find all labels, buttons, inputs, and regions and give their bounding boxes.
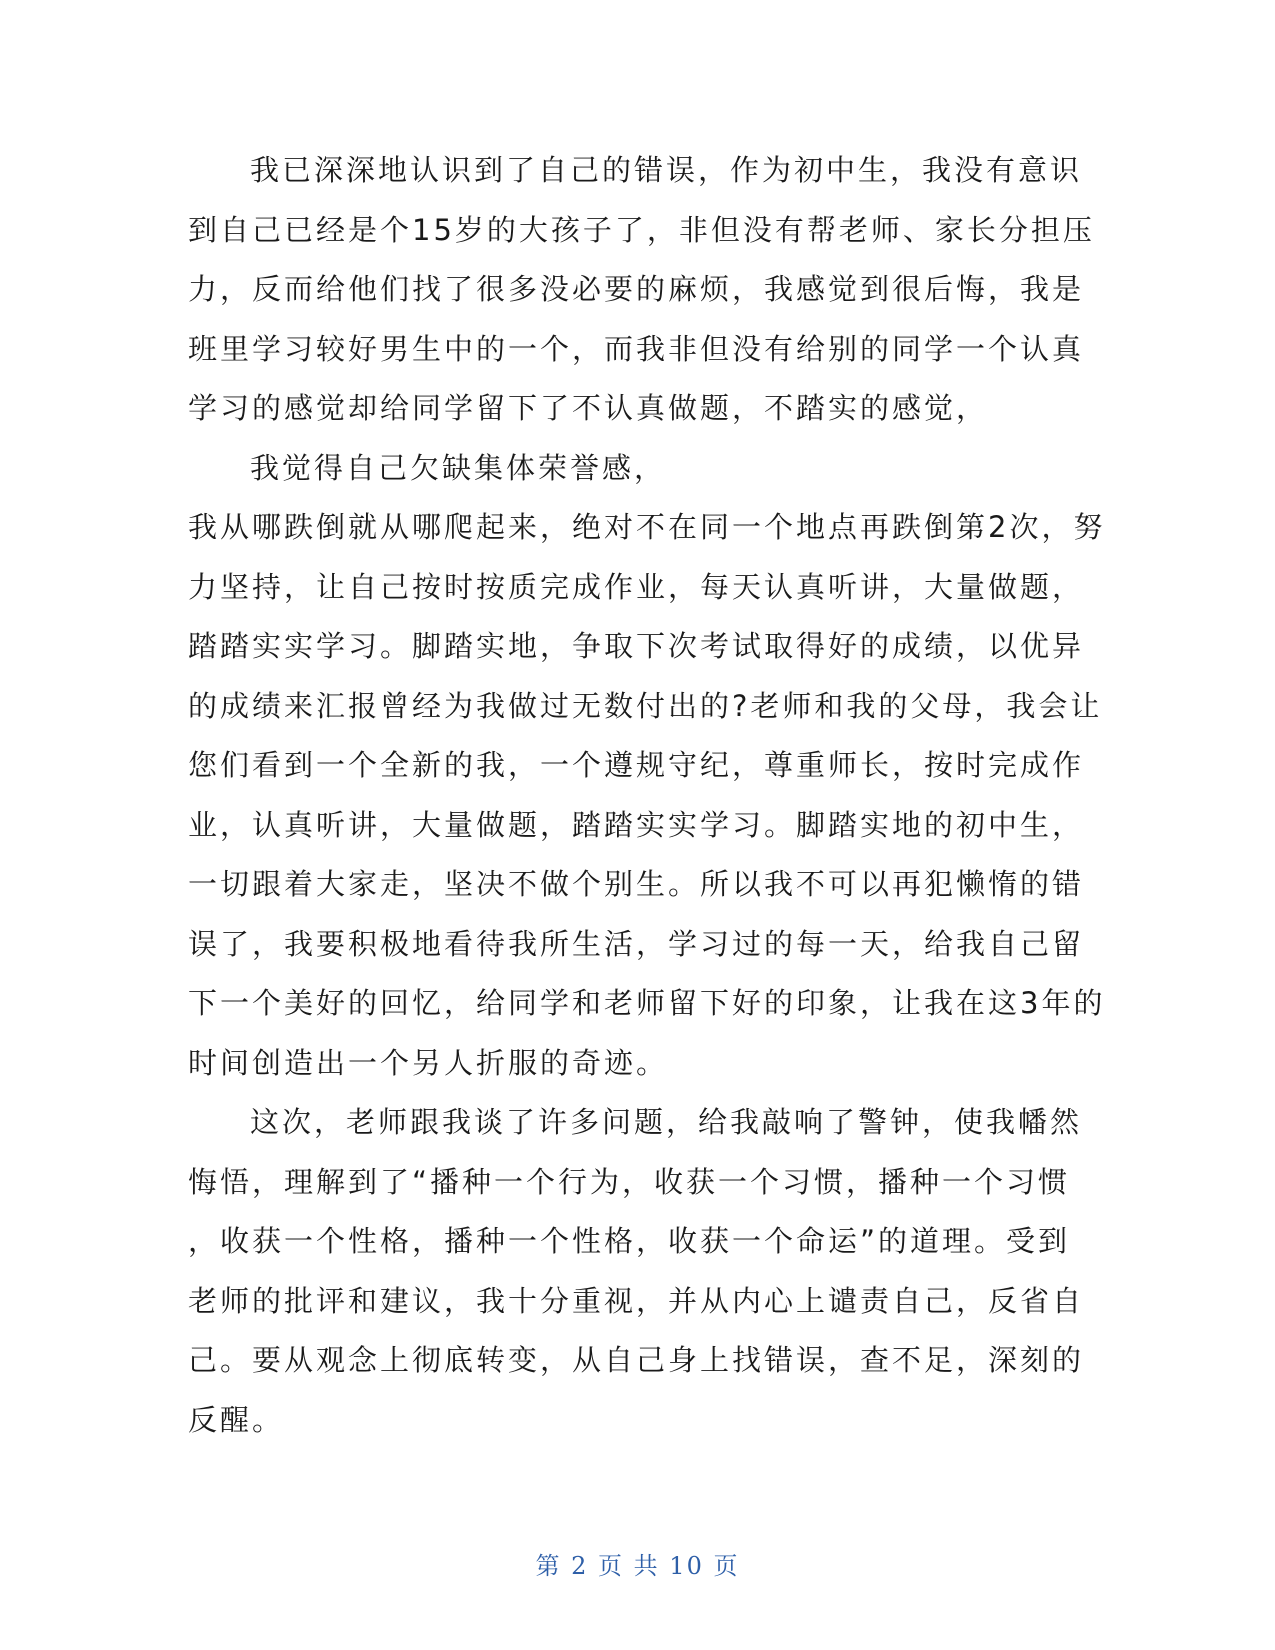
text-line: 我已深深地认识到了自己的错误，作为初中生，我没有意识 (250, 153, 1083, 187)
text-line: 一切跟着大家走，坚决不做个别生。所以我不可以再犯懒惰的错 (188, 867, 1085, 901)
text-line: 老师的批评和建议，我十分重视，并从内心上谴责自己，反省自 (188, 1283, 1085, 1318)
document-body (188, 141, 1106, 1450)
text-line: 踏踏实实学习。脚踏实地，争取下次考试取得好的成绩，以优异 (188, 629, 1085, 663)
text-line: 到自己已经是个15岁的大孩子了，非但没有帮老师、家长分担压 (188, 212, 1095, 247)
text-line: 误了，我要积极地看待我所生活，学习过的每一天，给我自己留 (188, 926, 1085, 961)
text-line: 这次，老师跟我谈了许多问题，给我敲响了警钟，使我幡然 (250, 1105, 1083, 1139)
page-number-footer: 第 2 页 共 10 页 (535, 1552, 740, 1580)
text-line: 班里学习较好男生中的一个，而我非但没有给别的同学一个认真 (188, 331, 1085, 366)
text-line: 己。要从观念上彻底转变，从自己身上找错误，查不足，深刻的 (188, 1343, 1085, 1377)
text-line: 反醒。 (188, 1402, 285, 1437)
text-line: 业，认真听讲，大量做题，踏踏实实学习。脚踏实地的初中生， (188, 807, 1085, 842)
text-line: 力，反而给他们找了很多没必要的麻烦，我感觉到很后悔，我是 (188, 272, 1085, 306)
text-line: ，收获一个性格，播种一个性格，收获一个命运”的道理。受到 (188, 1224, 1071, 1258)
text-line: 我觉得自己欠缺集体荣誉感， (250, 450, 667, 485)
text-line: 下一个美好的回忆，给同学和老师留下好的印象，让我在这3年的 (188, 986, 1106, 1020)
text-line: 力坚持，让自己按时按质完成作业，每天认真听讲，大量做题， (188, 569, 1085, 604)
text-line: 您们看到一个全新的我，一个遵规守纪，尊重师长，按时完成作 (188, 748, 1085, 782)
text-line: 悔悟，理解到了“播种一个行为，收获一个习惯，播种一个习惯 (188, 1164, 1071, 1199)
text-line: 我从哪跌倒就从哪爬起来，绝对不在同一个地点再跌倒第2次，努 (188, 510, 1106, 544)
text-line: 学习的感觉却给同学留下了不认真做题，不踏实的感觉， (188, 391, 989, 425)
text-line: 的成绩来汇报曾经为我做过无数付出的?老师和我的父母，我会让 (188, 688, 1103, 723)
text-line: 时间创造出一个另人折服的奇迹。 (188, 1045, 669, 1080)
